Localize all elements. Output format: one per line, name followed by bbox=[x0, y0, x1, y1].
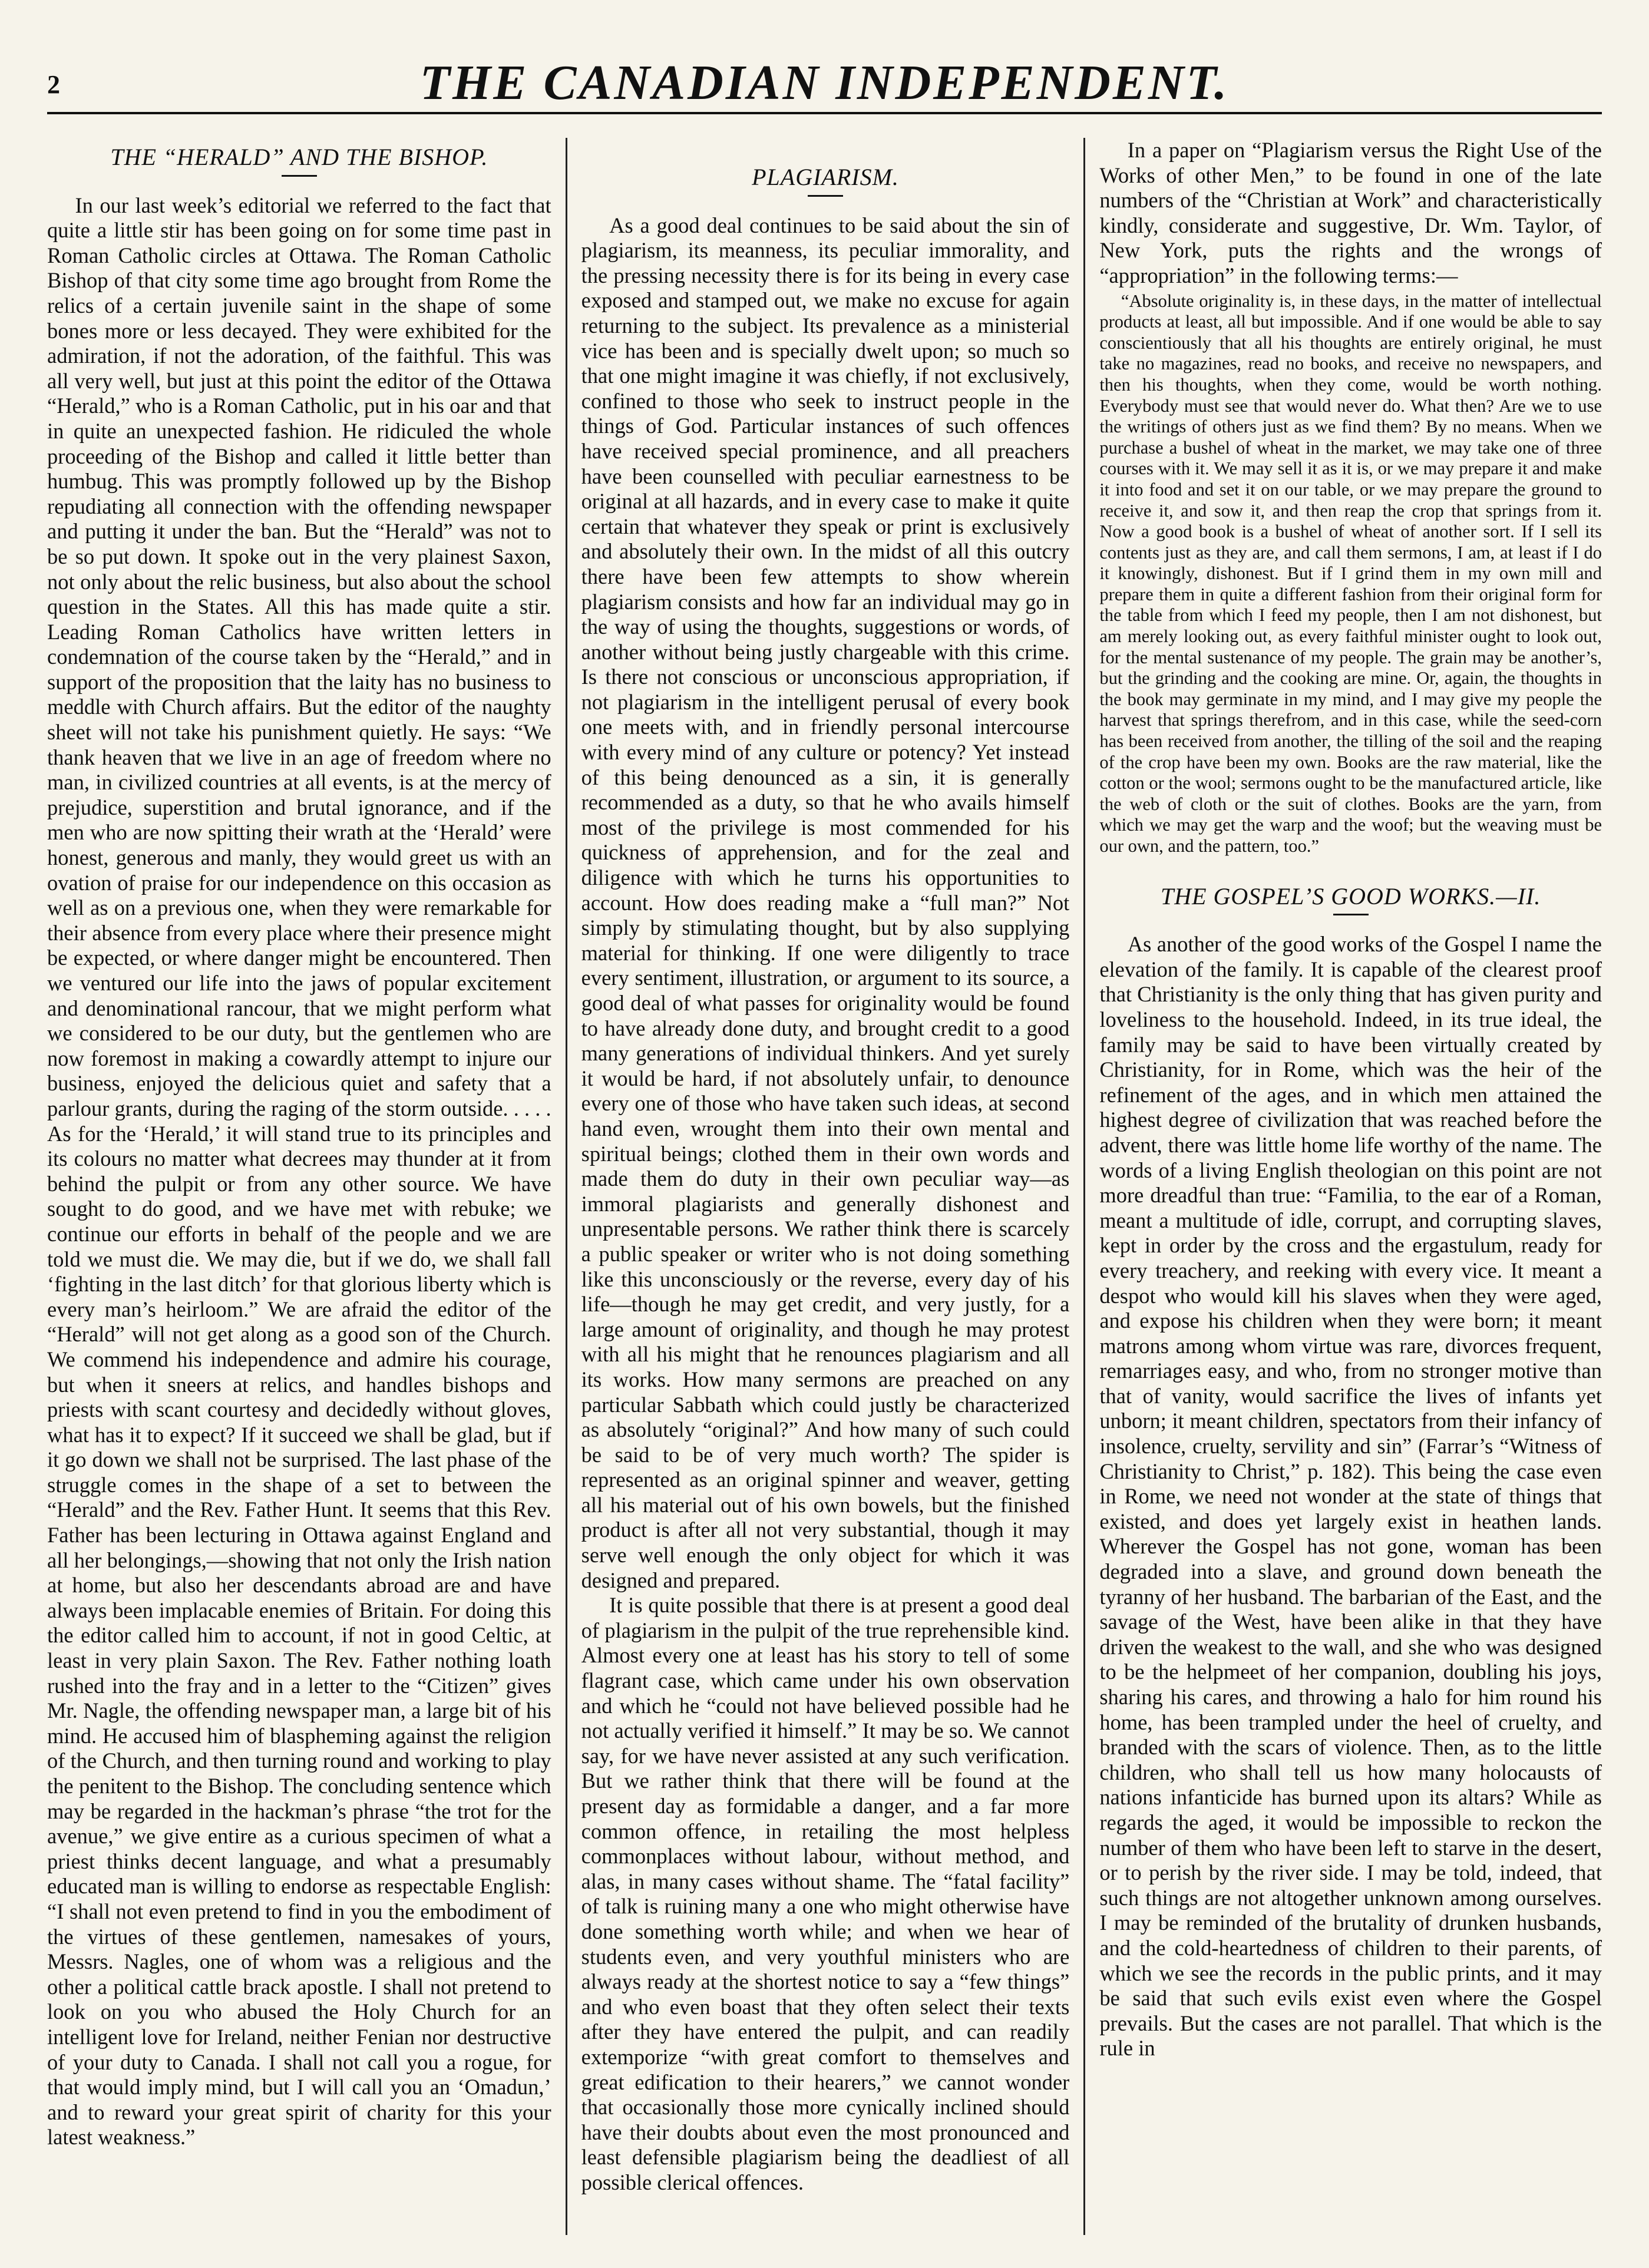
article-columns bbox=[47, 138, 1602, 2235]
column-2 bbox=[566, 138, 1084, 2235]
newspaper-title: THE CANADIAN INDEPENDENT. bbox=[419, 55, 1230, 110]
title-rule bbox=[282, 175, 317, 177]
column-continuation-space bbox=[581, 138, 1070, 158]
article-title-plagiarism: PLAGIARISM. bbox=[752, 164, 899, 190]
article-paragraph-plagiarism-2: It is quite possible that there is at present a good deal of plagiarism in the pulpit of the true reprehensible kind. Almost every one at least has his story to tell of some flagrant case, which came under his own observation and which he “could not have believed possible had he not actually verified it himself.” It may be so. We cannot say, for we have never assisted at any such verification. But we rather think that there will be found at the present day as formidable a danger, and a far more common offence, in retailing the most helpless commonplaces without labour, without method, and alas, in many cases without shame. The “fatal facility” of talk is ruining many a one who might otherwise have done something worth while; and when we hear of students even, and very youthful ministers who are always ready at the shortest notice to say a “few things” and who even boast that they often select their texts after they have entered the pulpit, and can readily extemporize “with great comfort to themselves and great edification to their hearers,” we cannot wonder that occasionally those more cynically inclined should have their doubts about even the most pronounced and least defensible plagiarism being the deadliest of all possible clerical offences. bbox=[581, 1593, 1070, 2194]
section-gap bbox=[1099, 857, 1602, 877]
taylor-quotation bbox=[1099, 291, 1602, 857]
article-paragraph-plagiarism-1: As a good deal continues to be said about the sin of plagiarism, its meanness, its peculiar immorality, and the pressing necessity there is for its being in every case exposed and stamped out, we make no excuse for again returning to the subject. Its prevalence as a ministerial vice has been and is specially dwelt upon; so much so that one might imagine it was chiefly, if not exclusively, confined to those who seek to instruct people in the things of God. Particular instances of such offences have received special prominence, and all preachers have been counselled with peculiar earnestness to be original at all hazards, and in every case to make it quite certain that whatever they speak or print is exclusively and absolutely their own. In the midst of all this outcry there have been few attempts to show wherein plagiarism consists and how far an individual may go in the way of using the thoughts, suggestions or words, of another without being justly chargeable with this crime. Is there not conscious or unconscious appropriation, if not plagiarism in the intelligent perusal of every book one meets with, and in friendly personal intercourse with every mind of any culture or potency? Yet instead of this being denounced as a sin, it is generally recommended as a duty, so that he who avails himself most of the privilege is most commended for his quickness of apprehension, and for the zeal and diligence with which he turns his opportunities to account. How does reading make a “full man?” Not simply by stimulating thought, but by also supplying material for thinking. If one were diligently to trace every sentiment, illustration, or argument to its source, a good deal of what passes for originality would be found to have already done duty, and brought credit to a good many generations of individual thinkers. And yet surely it would be hard, if not absolutely unfair, to denounce every one of those who have taken such ideas, at second hand even, wrought them into their own mental and spiritual beings; clothed them in their own words and made them do duty in their own peculiar way—as immoral plagiarists and generally dishonest and unpresentable persons. We rather think there is scarcely a public speaker or writer who is not doing something like this unconsciously or the reverse, every day of his life—though he may get credit, and very justly, for a large amount of originality, and though he may protest with all his might that he renounces plagiarism and all its works. How many sermons are preached on any particular Sabbath which could justly be characterized as absolutely “original?” And how many of such could be said to be of very much worth? The spider is represented as an original spinner and weaver, getting all his material out of his own bowels, but the finished product is after all not very substantial, though it may serve well enough the only object for which it was designed and prepared. bbox=[581, 213, 1070, 1592]
title-rule bbox=[808, 195, 843, 197]
column-3 bbox=[1083, 138, 1602, 2235]
article-title-herald: THE “HERALD” AND THE BISHOP. bbox=[110, 144, 488, 170]
column-1 bbox=[47, 138, 566, 2235]
article-title-gospel: THE GOSPEL’S GOOD WORKS.—II. bbox=[1160, 882, 1541, 910]
title-rule bbox=[1333, 914, 1369, 915]
article-body-gospel: As another of the good works of the Gospel I name the elevation of the family. It is capable of the clearest proof that Christianity is the only thing that has given purity and loveliness to the household. Indeed, in its true ideal, the family may be said to have been virtually created by Christianity, for in Rome, which was the heir of the refinement of the ages, and in which men attained the highest degree of civilization that was reached before the advent, there was little home life worthy of the name. The words of a living English theologian on this point are not more dreadful than true: “Familia, to the ear of a Roman, meant a multitude of idle, corrupt, and corrupting slaves, kept in order by the cross and the ergastulum, ready for every treachery, and reeking with every vice. It meant a despot who would kill his slaves when they were aged, and expose his children when they were born; it meant matrons among whom virtue was rare, divorces frequent, remarriages easy, and who, from no stronger motive than that of vanity, would sacrifice the lives of infants yet unborn; it meant children, spectators from their infancy of insolence, cruelty, servility and sin” (Farrar’s “Witness of Christianity to Christ,” p. 182). This being the case even in Rome, we need not wonder at the state of things that existed, and does yet largely exist in heathen lands. Wherever the Gospel has not gone, woman has been degraded into a slave, and ground down beneath the tyranny of her husband. The barbarian of the East, and the savage of the West, have been alike in that they have driven the weakest to the wall, and she who was designed to be the helpmeet of her companion, doubling his joys, sharing his cares, and throwing a halo for him round his home, has been trampled under the heel of cruelty, and branded with the scars of violence. Then, as to the little children, who shall tell us how many holocausts of nations infanticide has burned upon its altars? While as regards the aged, it would be impossible to reckon the number of them who have been left to starve in the desert, or to perish by the river side. I may be told, indeed, that such things are not altogether unknown among ourselves. I may be reminded of the brutality of drunken husbands, and the cold-heartedness of children to their parents, of which we see the records in the public prints, and it may be said that such evils exist even where the Gospel prevails. But the cases are not parallel. That which is the rule in bbox=[1099, 932, 1602, 2061]
article-paragraph-plagiarism-3: In a paper on “Plagiarism versus the Right Use of the Works of other Men,” to be found in one of the late numbers of the “Christian at Work” and characteristically kindly, considerate and suggestive, Dr. Wm. Taylor, of New York, puts the rights and the wrongs of “appropriation” in the following terms:— bbox=[1099, 138, 1602, 287]
quotation-text: “Absolute originality is, in these days, in the matter of intellectual products at least, all but impossible. And if one would be able to say conscientiously that all his thoughts are entirely original, he must take no magazines, read no books, and receive no newspapers, and then his thoughts, when they come, would be worth nothing. Everybody must see that would never do. What then? Are we to use the writings of others just as we find them? By no means. When we purchase a bushel of wheat in the market, we may take one of three courses with it. We may sell it as it is, or we may prepare it and make it into food and set it on our table, or we may prepare the ground to receive it, and sow it, and then reap the crop that springs from it. Now a good book is a bushel of wheat of another sort. If I sell its contents just as they are, and call them sermons, I am, at least if I do it knowingly, dishonest. But if I grind them in my own mill and prepare them in quite a different fashion from their original form for the table from which I feed my people, then I am not dishonest, but am merely looking out, as every faithful minister ought to look out, for the mental sustenance of my people. The grain may be another’s, but the grinding and the cooking are mine. Or, again, the thoughts in the book may germinate in my mind, and I may give my people the harvest that springs therefrom, and in this case, while the seed-corn has been received from another, the tilling of the soil and the reaping of the crop have been my own. Books are the raw material, like the cotton or the wool; sermons ought to be the manufactured article, like the web of cloth or the suit of clothes. Books are the yarn, from which we may get the warp and the woof; but the weaving must be our own, and the pattern, too.” bbox=[1099, 290, 1602, 856]
page-number: 2 bbox=[47, 70, 60, 99]
article-body-herald: In our last week’s editorial we referred to the fact that quite a little stir has been going on for some time past in Roman Catholic circles at Ottawa. The Roman Catholic Bishop of that city some time ago brought from Rome the relics of a certain juvenile saint in the shape of some bones more or less decayed. They were exhibited for the admiration, if not the adoration, of the faithful. This was all very well, but just at this point the editor of the Ottawa “Herald,” who is a Roman Catholic, put in his oar and that in quite an unexpected fashion. He ridiculed the whole proceeding of the Bishop and called it little better than humbug. This was promptly followed up by the Bishop repudiating all connection with the offending newspaper and putting it under the ban. But the “Herald” was not to be so put down. It spoke out in the very plainest Saxon, not only about the relic business, but also about the school question in the States. All this has made quite a stir. Leading Roman Catholics have written letters in condemnation of the course taken by the “Herald,” and in support of the proposition that the laity has no business to meddle with Church affairs. But the editor of the naughty sheet will not take his punishment quietly. He says: “We thank heaven that we live in an age of freedom where no man, in civilized countries at all events, is at the mercy of prejudice, superstition and brutal ignorance, and if the men who are now spitting their wrath at the ‘Herald’ were honest, generous and manly, they would greet us with an ovation of praise for our independence on this occasion as well as on a previous one, when they were remarkable for their absence from every place where their presence might be expected, or where danger might be encountered. Then we ventured our life into the jaws of popular excitement and denominational rancour, that we might perform what we considered to be our duty, but the gentlemen who are now foremost in making a cowardly attempt to injure our business, enjoyed the delicious quiet and safety that a parlour grants, during the raging of the storm outside. . . . . As for the ‘Herald,’ it will stand true to its principles and its colours no matter what decrees may thunder at it from behind the pulpit or from any other source. We have sought to do good, and we have met with rebuke; we continue our efforts in behalf of the people and we are told we must die. We may die, but if we do, we shall fall ‘fighting in the last ditch’ for that glorious liberty which is every man’s heirloom.” We are afraid the editor of the “Herald” will not get along as a good son of the Church. We commend his independence and admire his courage, but when it sneers at relics, and handles bishops and priests with scant courtesy and decidedly without gloves, what has it to expect? If it succeed we shall be glad, but if it go down we shall not be surprised. The last phase of the struggle comes in the shape of a set to between the “Herald” and the Rev. Father Hunt. It seems that this Rev. Father has been lecturing in Ottawa against England and all her belongings,—showing that not only the Irish nation at home, but also her descendants abroad are and have always been implacable enemies of Britain. For doing this the editor called him to account, if not in good Celtic, at least in very plain Saxon. The Rev. Father nothing loath rushed into the fray and in a letter to the “Citizen” gives Mr. Nagle, the offending newspaper man, a large bit of his mind. He accused him of blaspheming against the religion of the Church, and then turning round and working to play the penitent to the Bishop. The concluding sentence which may be regarded in the hackman’s phrase “the trot for the avenue,” we give entire as a curious specimen of what a priest thinks decent language, and what a presumably educated man is willing to endorse as respectable English: “I shall not even pretend to find in you the embodiment of the virtues of these gentlemen, namesakes of yours, Messrs. Nagles, one of whom was a religious and the other a political cattle brack apostle. I shall not pretend to look on you who abused the Holy Church for an intelligent love for Ireland, neither Fenian nor destructive of your duty to Canada. I shall not call you a rogue, for that would imply mind, but I will call you an ‘Omadun,’ and to reward your great spirit of charity for this your latest weakness.” bbox=[47, 193, 551, 2150]
masthead bbox=[47, 53, 1602, 114]
